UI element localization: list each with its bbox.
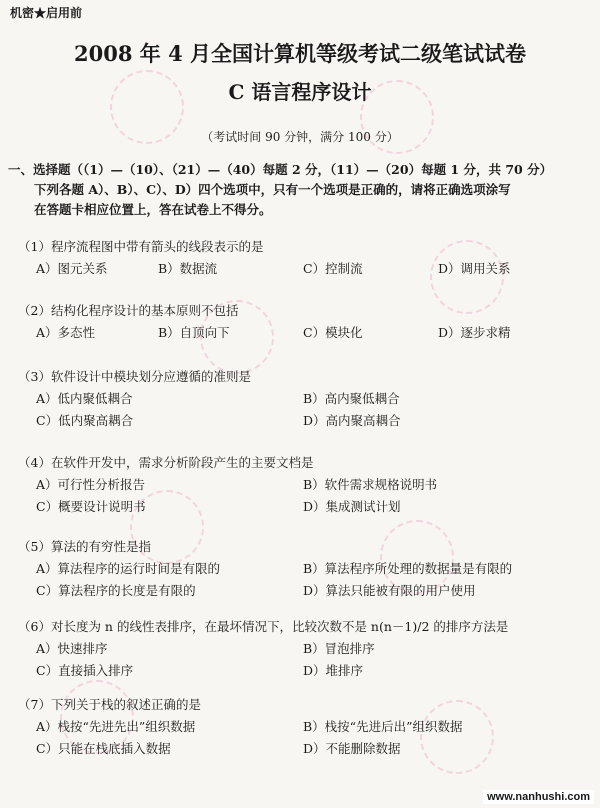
option-a: A）低内聚低耦合	[36, 391, 133, 406]
question-6	[18, 616, 588, 682]
option-d: D）堆排序	[303, 663, 364, 678]
confidential-label: 机密★启用前	[10, 6, 83, 20]
option-b: B）自顶向下	[158, 325, 230, 340]
option-row	[18, 388, 588, 410]
option-d: D）逐步求精	[438, 325, 511, 340]
option-a: A）可行性分析报告	[36, 477, 146, 492]
option-b: B）算法程序所处理的数据量是有限的	[303, 561, 513, 576]
section-header-line: 一、选择题（（1）—（10）、（21）—（40）每题 2 分，（11）—（20）每题 1 分，共 70 分）	[8, 162, 553, 177]
exam-subject: C 语言程序设计	[228, 80, 372, 104]
option-c: C）低内聚高耦合	[36, 413, 134, 428]
option-a: A）多态性	[36, 325, 96, 340]
section-instructions	[8, 160, 593, 220]
option-row	[18, 580, 588, 602]
option-row	[18, 716, 588, 738]
option-row	[18, 322, 588, 344]
option-b: B）栈按“先进后出”组织数据	[303, 719, 463, 734]
option-c: C）概要设计说明书	[36, 499, 146, 514]
option-row	[18, 738, 588, 760]
source-watermark-url: www.nanhushi.com	[483, 790, 594, 804]
option-d: D）算法只能被有限的用户使用	[303, 583, 476, 598]
option-c: C）控制流	[303, 261, 363, 276]
option-d: D）集成测试计划	[303, 499, 401, 514]
option-row	[18, 258, 588, 280]
question-stem: （6）对长度为 n 的线性表排序，在最坏情况下，比较次数不是 n(n－1)/2 的排序方法是	[18, 619, 509, 634]
option-b: B）高内聚低耦合	[303, 391, 400, 406]
option-d: D）高内聚高耦合	[303, 413, 401, 428]
option-a: A）快速排序	[36, 641, 108, 656]
option-b: B）冒泡排序	[303, 641, 375, 656]
question-3	[18, 366, 588, 432]
question-7	[18, 694, 588, 760]
option-row	[18, 558, 588, 580]
exam-title: 2008 年 4 月全国计算机等级考试二级笔试试卷	[74, 41, 526, 66]
question-1	[18, 236, 588, 280]
exam-duration-info: （考试时间 90 分钟，满分 100 分）	[201, 130, 399, 144]
option-row	[18, 496, 588, 518]
option-a: A）算法程序的运行时间是有限的	[36, 561, 221, 576]
section-instruction-line: 下列各题 A）、B）、C）、D）四个选项中，只有一个选项是正确的，请将正确选项涂写	[34, 182, 511, 197]
section-instruction-line: 在答题卡相应位置上，答在试卷上不得分。	[34, 202, 272, 217]
option-a: A）图元关系	[36, 261, 108, 276]
option-row	[18, 638, 588, 660]
option-b: B）数据流	[158, 261, 218, 276]
question-4	[18, 452, 588, 518]
option-c: C）算法程序的长度是有限的	[36, 583, 196, 598]
option-b: B）软件需求规格说明书	[303, 477, 438, 492]
option-c: C）只能在栈底插入数据	[36, 741, 171, 756]
option-row	[18, 660, 588, 682]
question-stem: （7）下列关于栈的叙述正确的是	[18, 697, 201, 712]
option-c: C）模块化	[303, 325, 363, 340]
question-stem: （2）结构化程序设计的基本原则不包括	[18, 303, 239, 318]
question-stem: （3）软件设计中模块划分应遵循的准则是	[18, 369, 251, 384]
option-d: D）不能删除数据	[303, 741, 401, 756]
question-stem: （1）程序流程图中带有箭头的线段表示的是	[18, 239, 264, 254]
question-stem: （5）算法的有穷性是指	[18, 539, 151, 554]
option-row	[18, 474, 588, 496]
question-stem: （4）在软件开发中，需求分析阶段产生的主要文档是	[18, 455, 314, 470]
question-2	[18, 300, 588, 344]
option-a: A）栈按“先进先出”组织数据	[36, 719, 196, 734]
option-row	[18, 410, 588, 432]
option-d: D）调用关系	[438, 261, 511, 276]
question-5	[18, 536, 588, 602]
option-c: C）直接插入排序	[36, 663, 134, 678]
